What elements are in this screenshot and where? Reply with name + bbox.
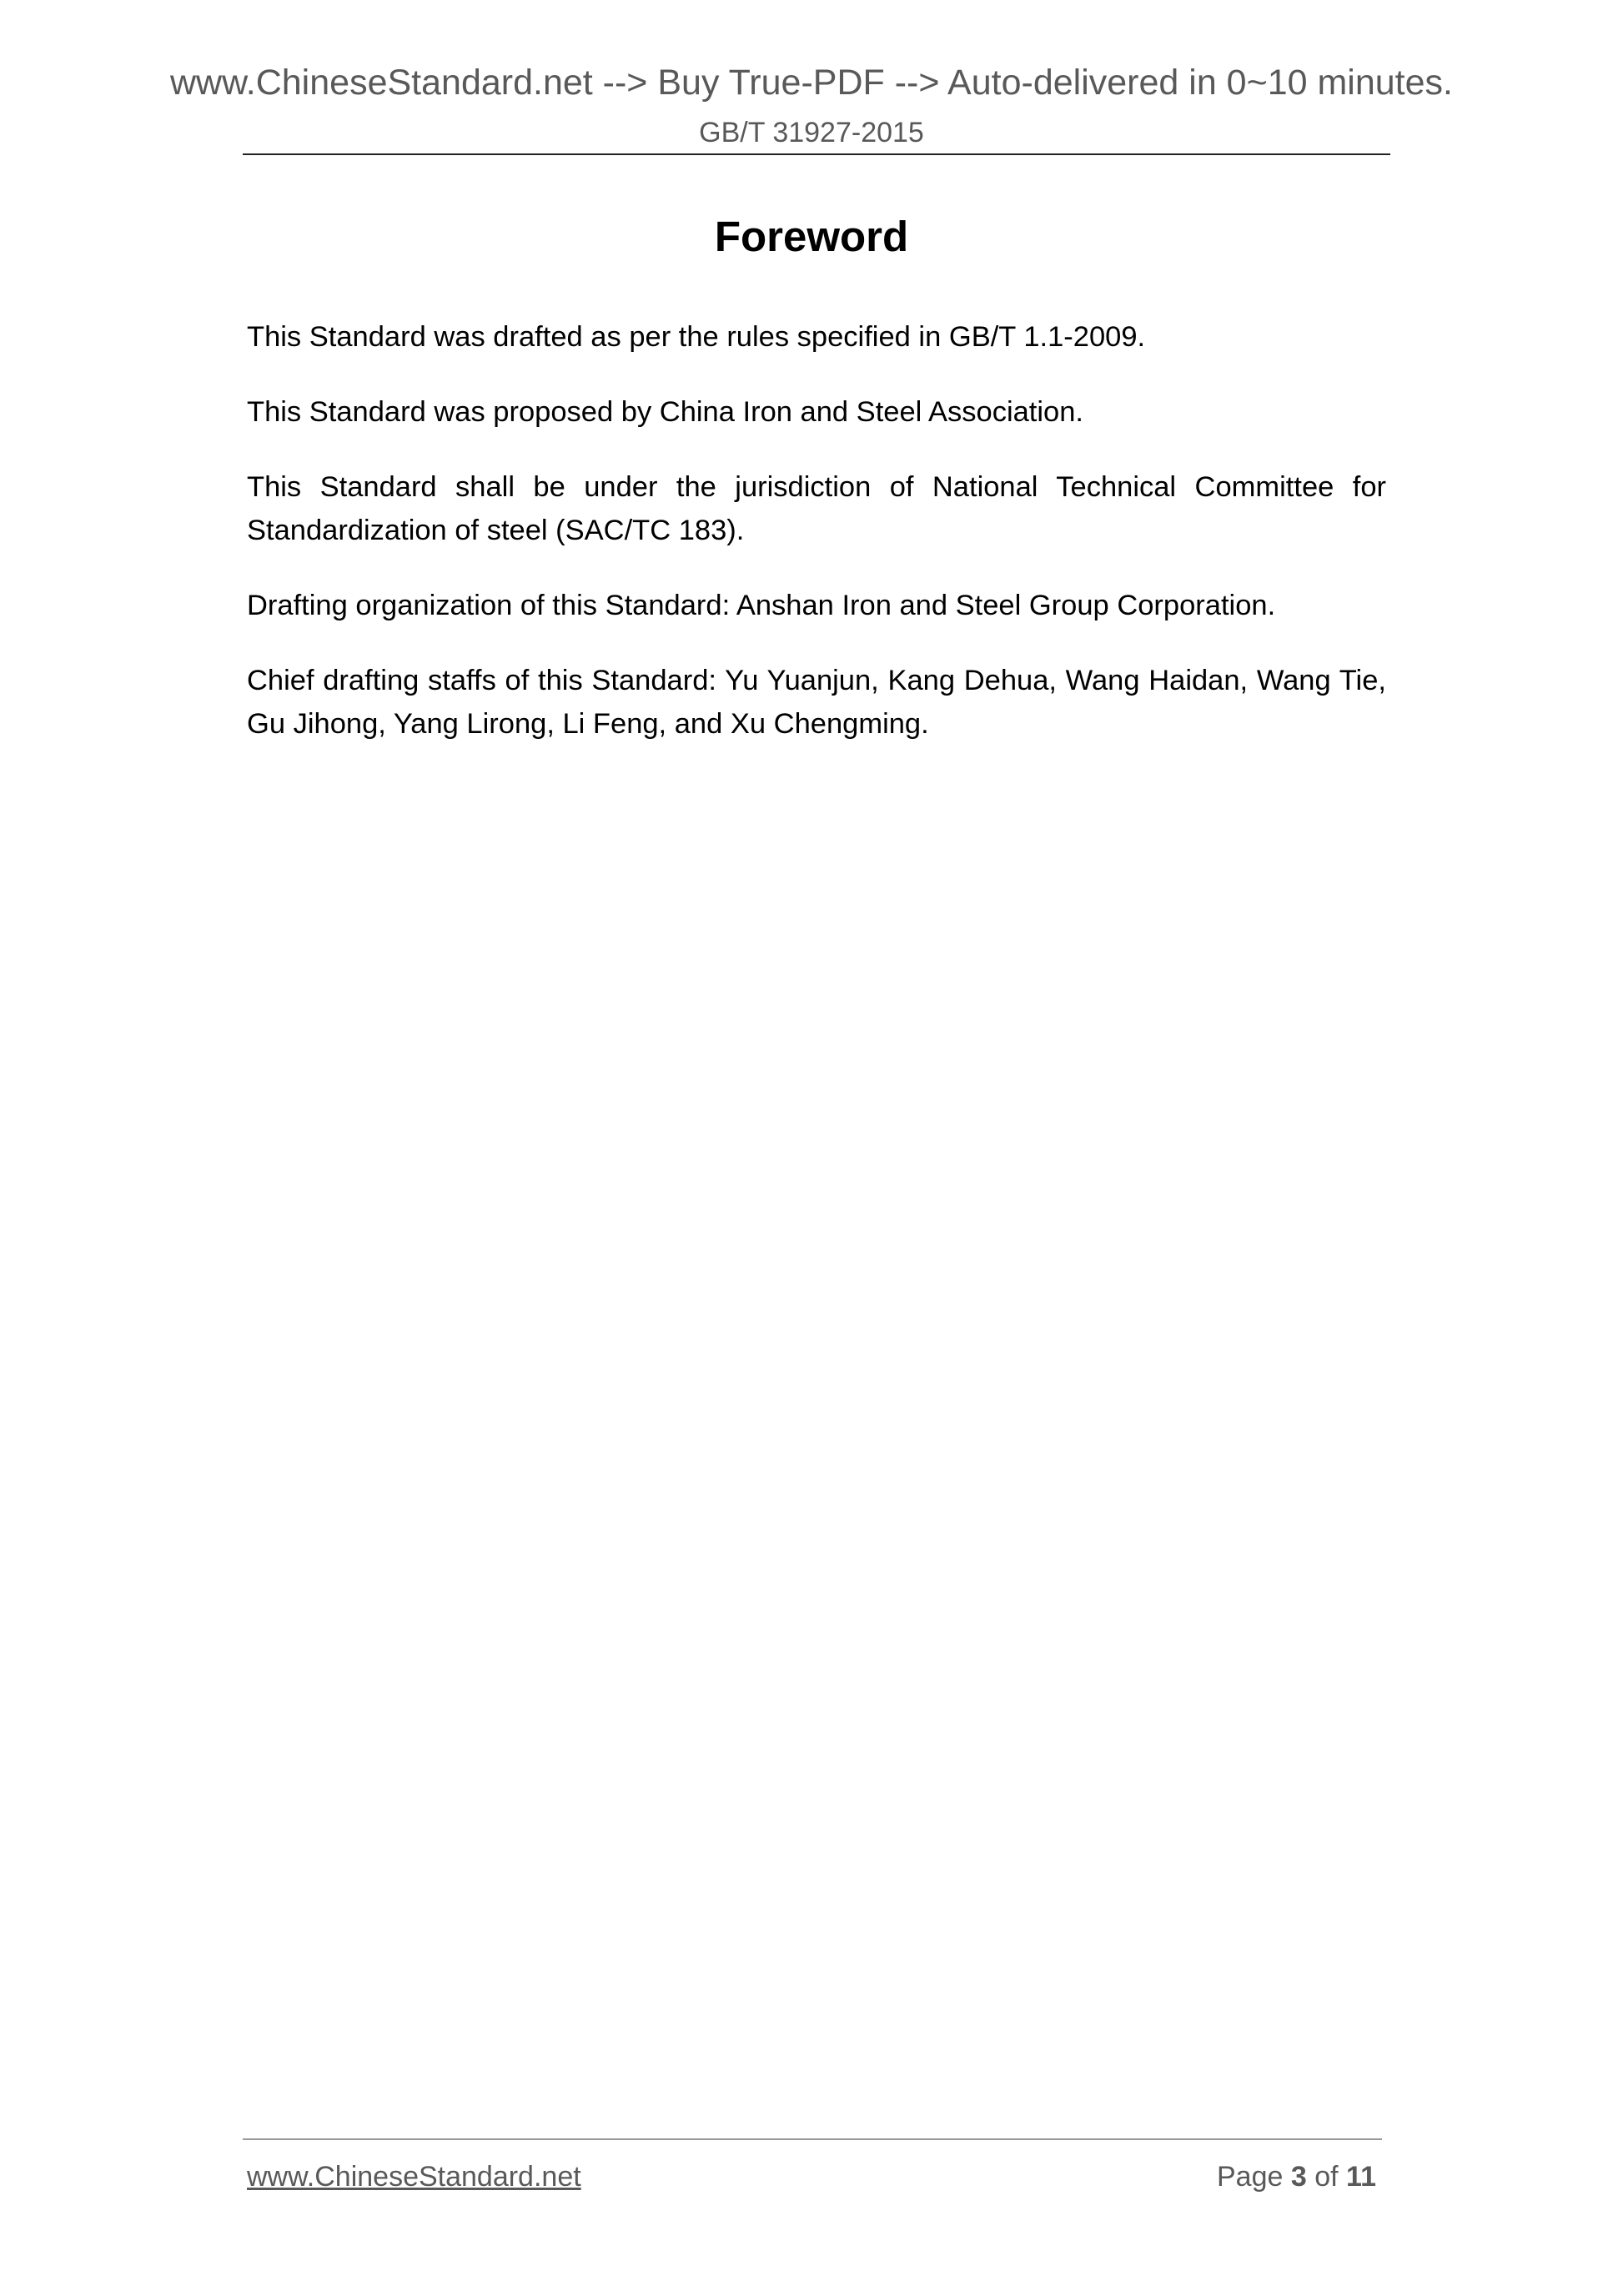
- header-banner: www.ChineseStandard.net --> Buy True-PDF --> Auto-delivered in 0~10 minutes.: [169, 63, 1453, 103]
- header-divider: [243, 153, 1390, 155]
- current-page: 3: [1290, 2161, 1307, 2193]
- paragraph-drafting-staff: Chief drafting staffs of this Standard: Yu Yuanjun, Kang Dehua, Wang Haidan, Wang Tie, Gu Jihong, Yang Lirong, Li Feng, and Xu Chengming.: [247, 665, 1386, 740]
- paragraph-proposer: This Standard was proposed by China Iron and Steel Association.: [247, 396, 1084, 428]
- page-number: [1217, 2163, 1376, 2191]
- footer-website-link[interactable]: www.ChineseStandard.net: [247, 2161, 581, 2193]
- footer-divider: [243, 2138, 1382, 2140]
- page-title: Foreword: [714, 213, 909, 260]
- page-of-label: of: [1314, 2161, 1339, 2193]
- paragraph-jurisdiction: This Standard shall be under the jurisdiction of National Technical Committee for Standardization of steel (SAC/TC 183).: [247, 471, 1386, 546]
- foreword-body: [247, 315, 1386, 777]
- paragraph-drafting-organization: Drafting organization of this Standard: Anshan Iron and Steel Group Corporation.: [247, 590, 1276, 621]
- paragraph-drafting-rules: This Standard was drafted as per the rules specified in GB/T 1.1-2009.: [247, 321, 1146, 353]
- page-label: Page: [1217, 2161, 1284, 2193]
- total-pages: 11: [1346, 2161, 1376, 2193]
- document-code: GB/T 31927-2015: [699, 117, 924, 148]
